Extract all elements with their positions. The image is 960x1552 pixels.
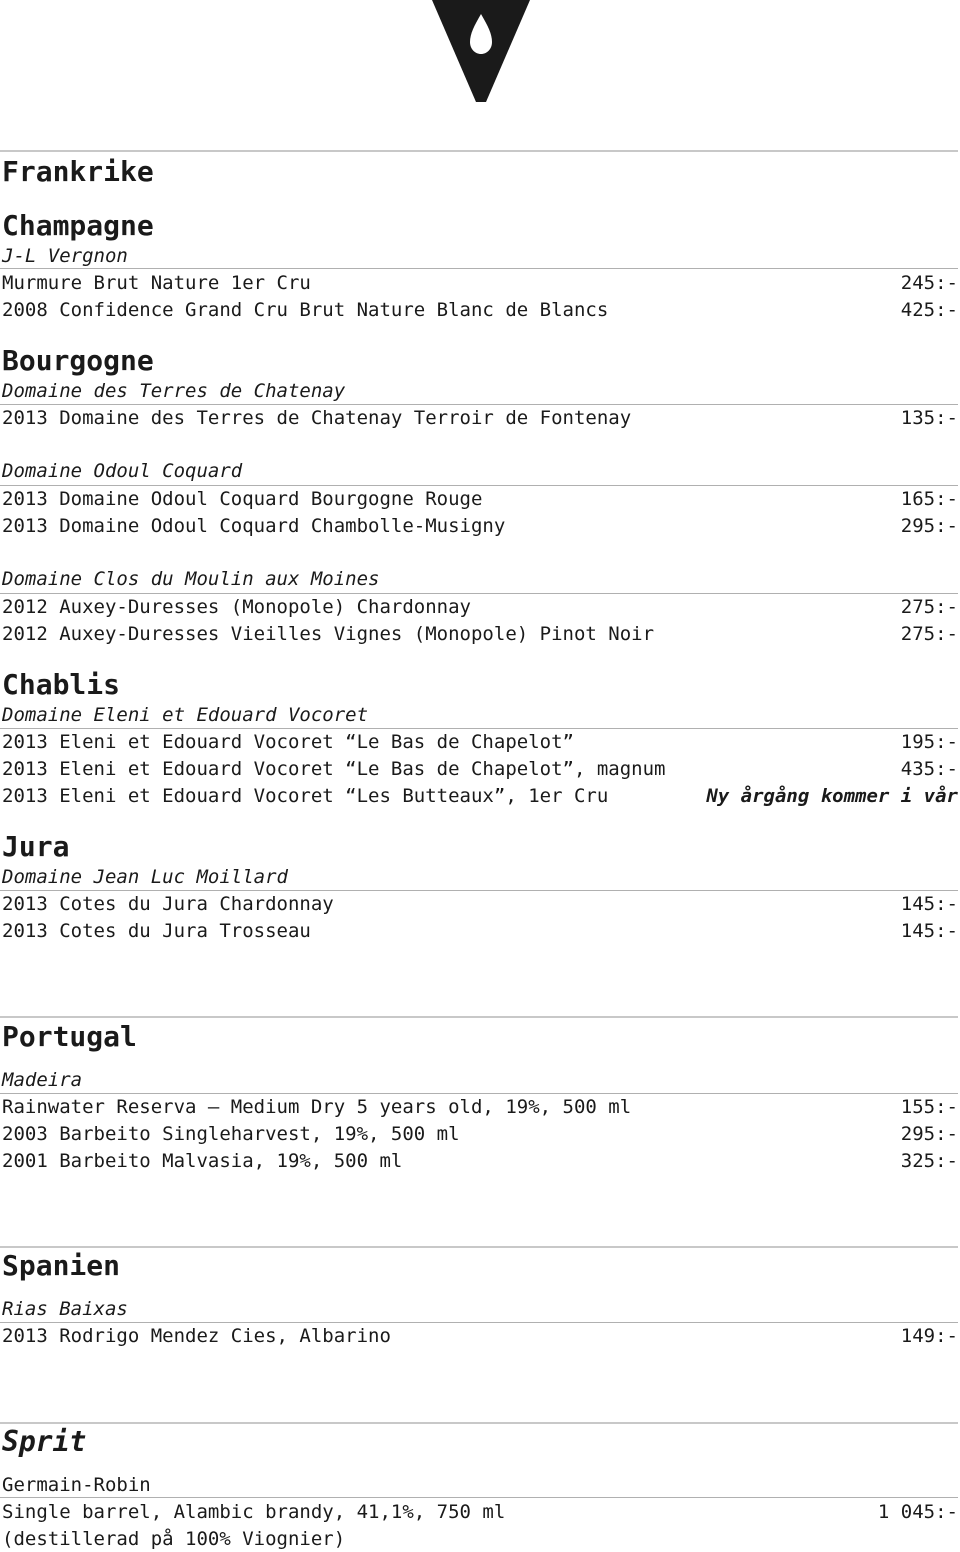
- spirit-subline: (destillerad på 100% Viognier): [2, 1528, 346, 1550]
- list-item: [2, 623, 958, 645]
- divider: [0, 1246, 958, 1248]
- list-item: [2, 1325, 958, 1347]
- wine-price: 135:-: [900, 407, 958, 429]
- list-item: [2, 785, 958, 807]
- wine-price: 275:-: [900, 623, 958, 645]
- list-item: [2, 758, 958, 780]
- list-item: [2, 299, 958, 321]
- wine-name: Murmure Brut Nature 1er Cru: [2, 272, 311, 294]
- wine-price: 155:-: [900, 1096, 958, 1118]
- wine-drop-logo-icon: [430, 0, 532, 104]
- wine-name: 2013 Eleni et Edouard Vocoret “Le Bas de Chapelot”, magnum: [2, 758, 666, 780]
- list-item: [2, 893, 958, 915]
- wine-name: 2013 Domaine Odoul Coquard Chambolle-Musigny: [2, 515, 506, 537]
- wine-price: 435:-: [900, 758, 958, 780]
- divider: [0, 1093, 958, 1094]
- producer-name: Domaine Eleni et Edouard Vocoret: [2, 704, 369, 726]
- wine-price: 149:-: [900, 1325, 958, 1347]
- wine-price: 165:-: [900, 488, 958, 510]
- producer-name: J-L Vergnon: [2, 245, 128, 267]
- wine-name: 2001 Barbeito Malvasia, 19%, 500 ml: [2, 1150, 403, 1172]
- list-item: [2, 1123, 958, 1145]
- wine-price: 145:-: [900, 920, 958, 942]
- divider: [0, 150, 958, 152]
- list-item: [2, 1096, 958, 1118]
- producer-name: Domaine Odoul Coquard: [2, 460, 243, 482]
- wine-name: 2013 Domaine Odoul Coquard Bourgogne Rouge: [2, 488, 483, 510]
- divider: [0, 268, 958, 269]
- divider: [0, 728, 958, 729]
- divider: [0, 404, 958, 405]
- wine-name: 2003 Barbeito Singleharvest, 19%, 500 ml: [2, 1123, 460, 1145]
- wine-name: 2008 Confidence Grand Cru Brut Nature Blanc de Blancs: [2, 299, 609, 321]
- region-heading-chablis: Chablis: [2, 668, 121, 701]
- wine-price: 275:-: [900, 596, 958, 618]
- producer-name: Domaine Clos du Moulin aux Moines: [2, 568, 380, 590]
- divider: [0, 1422, 958, 1424]
- wine-name: 2013 Eleni et Edouard Vocoret “Les Butteaux”, 1er Cru: [2, 785, 609, 807]
- producer-name: Germain-Robin: [2, 1474, 151, 1496]
- list-item: [2, 731, 958, 753]
- wine-price: 245:-: [900, 272, 958, 294]
- divider: [0, 593, 958, 594]
- wine-name: 2013 Cotes du Jura Chardonnay: [2, 893, 334, 915]
- country-heading-spanien: Spanien: [2, 1249, 121, 1282]
- list-item: [2, 515, 958, 537]
- divider: [0, 1322, 958, 1323]
- list-item: [2, 272, 958, 294]
- wine-name: 2013 Domaine des Terres de Chatenay Terroir de Fontenay: [2, 407, 632, 429]
- divider: [0, 890, 958, 891]
- wine-name: 2013 Cotes du Jura Trosseau: [2, 920, 311, 942]
- vintage-note: Ny årgång kommer i vår: [706, 785, 958, 807]
- wine-name: 2012 Auxey-Duresses Vieilles Vignes (Monopole) Pinot Noir: [2, 623, 655, 645]
- region-heading-bourgogne: Bourgogne: [2, 344, 154, 377]
- country-heading-frankrike: Frankrike: [2, 155, 154, 188]
- list-item: [2, 488, 958, 510]
- wine-price: 425:-: [900, 299, 958, 321]
- producer-name: Domaine des Terres de Chatenay: [2, 380, 346, 402]
- wine-price: 295:-: [900, 1123, 958, 1145]
- wine-price: 145:-: [900, 893, 958, 915]
- region-heading-jura: Jura: [2, 830, 70, 863]
- divider: [0, 1016, 958, 1018]
- spirit-name: Single barrel, Alambic brandy, 41,1%, 750 ml: [2, 1501, 506, 1523]
- producer-name: Rias Baixas: [2, 1298, 128, 1320]
- list-item: [2, 407, 958, 429]
- list-item: [2, 1501, 958, 1523]
- wine-name: 2013 Eleni et Edouard Vocoret “Le Bas de Chapelot”: [2, 731, 574, 753]
- producer-name: Madeira: [2, 1069, 83, 1091]
- divider: [0, 485, 958, 486]
- country-heading-sprit: Sprit: [2, 1425, 87, 1458]
- wine-name: 2012 Auxey-Duresses (Monopole) Chardonnay: [2, 596, 471, 618]
- country-heading-portugal: Portugal: [2, 1020, 137, 1053]
- wine-price: 195:-: [900, 731, 958, 753]
- list-item: [2, 920, 958, 942]
- producer-name: Domaine Jean Luc Moillard: [2, 866, 288, 888]
- divider: [0, 1497, 958, 1498]
- list-item: [2, 596, 958, 618]
- region-heading-champagne: Champagne: [2, 209, 154, 242]
- list-item: [2, 1150, 958, 1172]
- wine-price: 325:-: [900, 1150, 958, 1172]
- spirit-price: 1 045:-: [877, 1501, 958, 1523]
- wine-name: Rainwater Reserva – Medium Dry 5 years old, 19%, 500 ml: [2, 1096, 632, 1118]
- wine-price: 295:-: [900, 515, 958, 537]
- wine-name: 2013 Rodrigo Mendez Cies, Albarino: [2, 1325, 391, 1347]
